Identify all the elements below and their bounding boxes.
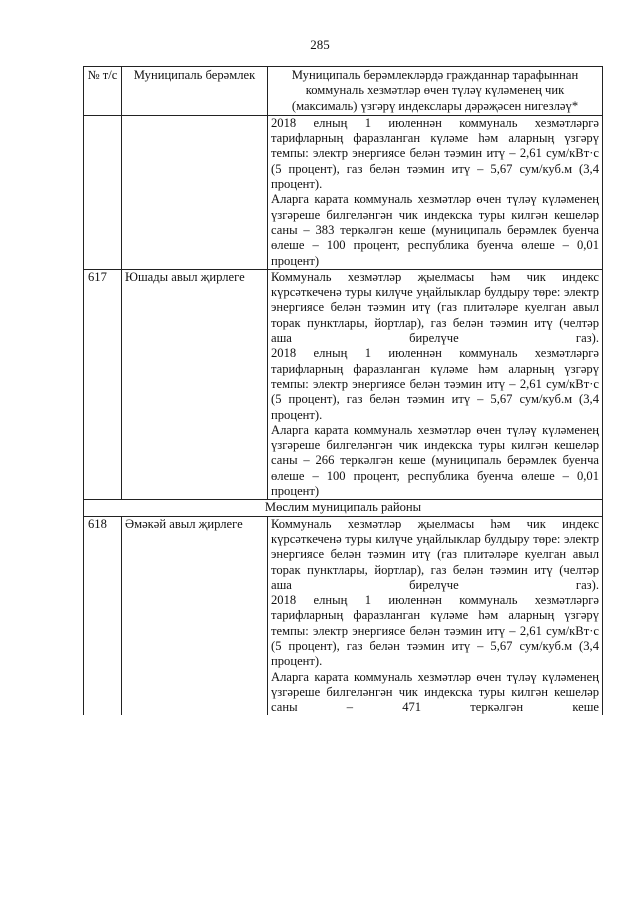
page-number: 285	[310, 37, 330, 52]
indexes-table	[83, 66, 603, 715]
table-header-row	[84, 67, 603, 116]
cell-number: 617	[84, 269, 122, 499]
cell-municipality: Юшады авыл җирлеге	[122, 269, 268, 499]
paragraph: Аларга карата коммуналь хезмәтләр өчен түләү күләменең үзгәреше билгеләнгән чик индекска туры килгән кешеләр саны – 266 теркәлгән кеше (муниципаль берәмлек буенча өлеше – 100 процент, республика буенча өлеше – 0,01 процент)	[271, 422, 599, 499]
paragraph: Аларга карата коммуналь хезмәтләр өчен түләү күләменең үзгәреше билгеләнгән чик индекска туры килгән кешеләр саны – 471 теркәлгән кеше	[271, 669, 599, 715]
cell-text	[268, 516, 603, 715]
cell-text	[268, 269, 603, 499]
cell-number-empty	[84, 115, 122, 269]
cell-municipality: Әмәкәй авыл җирлеге	[122, 516, 268, 715]
header-municipality: Муниципаль берәмлек	[122, 67, 268, 116]
header-index: Муниципаль берәмлекләрдә гражданнар тарафыннан коммуналь хезмәтләр өчен түләү күләменең чик (максималь) үзгәрү индекслары дәрәҗәсен нигезләү*	[268, 67, 603, 116]
cell-text	[268, 115, 603, 269]
paragraph: Коммуналь хезмәтләр җыелмасы һәм чик индекс күрсәткеченә туры килүче уңайлыклар булдыру төре: электр энергиясе белән тәэмин итү (газ плитәләре куелган авыл торак пунктлары, йортлар), газ белән тәэмин итү (челтәр аша бирелүче газ).	[271, 269, 599, 346]
paragraph: Аларга карата коммуналь хезмәтләр өчен түләү күләменең үзгәреше билгеләнгән чик индекска туры килгән кешеләр саны – 383 теркәлгән кеше (муниципаль берәмлек буенча өлеше – 100 процент, республика буенча өлеше – 0,01 процент)	[271, 192, 599, 268]
paragraph: Коммуналь хезмәтләр җыелмасы һәм чик индекс күрсәткеченә туры килүче уңайлыклар булдыру төре: электр энергиясе белән тәэмин итү (газ плитәләре куелган авыл торак пунктлары, йортлар), газ белән тәэмин итү (челтәр аша бирелүче газ).	[271, 516, 599, 592]
table-row-continuation	[84, 115, 603, 269]
cell-number: 618	[84, 516, 122, 715]
header-number: № т/с	[84, 67, 122, 116]
cell-name-empty	[122, 115, 268, 269]
paragraph: 2018 елның 1 июленнән коммуналь хезмәтләргә тарифларның фаразланган күләме һәм аларның үзгәрү темпы: электр энергиясе белән тәэмин итү – 2,61 сум/кВт·с (5 процент), газ белән тәэмин итү – 5,67 сум/куб.м (3,4 процент).	[271, 593, 599, 669]
paragraph: 2018 елның 1 июленнән коммуналь хезмәтләргә тарифларның фаразланган күләме һәм аларның үзгәрү темпы: электр энергиясе белән тәэмин итү – 2,61 сум/кВт·с (5 процент), газ белән тәэмин итү – 5,67 сум/куб.м (3,4 процент).	[271, 115, 599, 192]
table-row-617	[84, 269, 603, 499]
paragraph: 2018 елның 1 июленнән коммуналь хезмәтләргә тарифларның фаразланган күләме һәм аларның үзгәрү темпы: электр энергиясе белән тәэмин итү – 2,61 сум/кВт·с (5 процент), газ белән тәэмин итү – 5,67 сум/куб.м (3,4 процент).	[271, 346, 599, 422]
district-name: Мөслим муниципаль районы	[84, 500, 603, 516]
district-row	[84, 500, 603, 516]
table-row-618	[84, 516, 603, 715]
